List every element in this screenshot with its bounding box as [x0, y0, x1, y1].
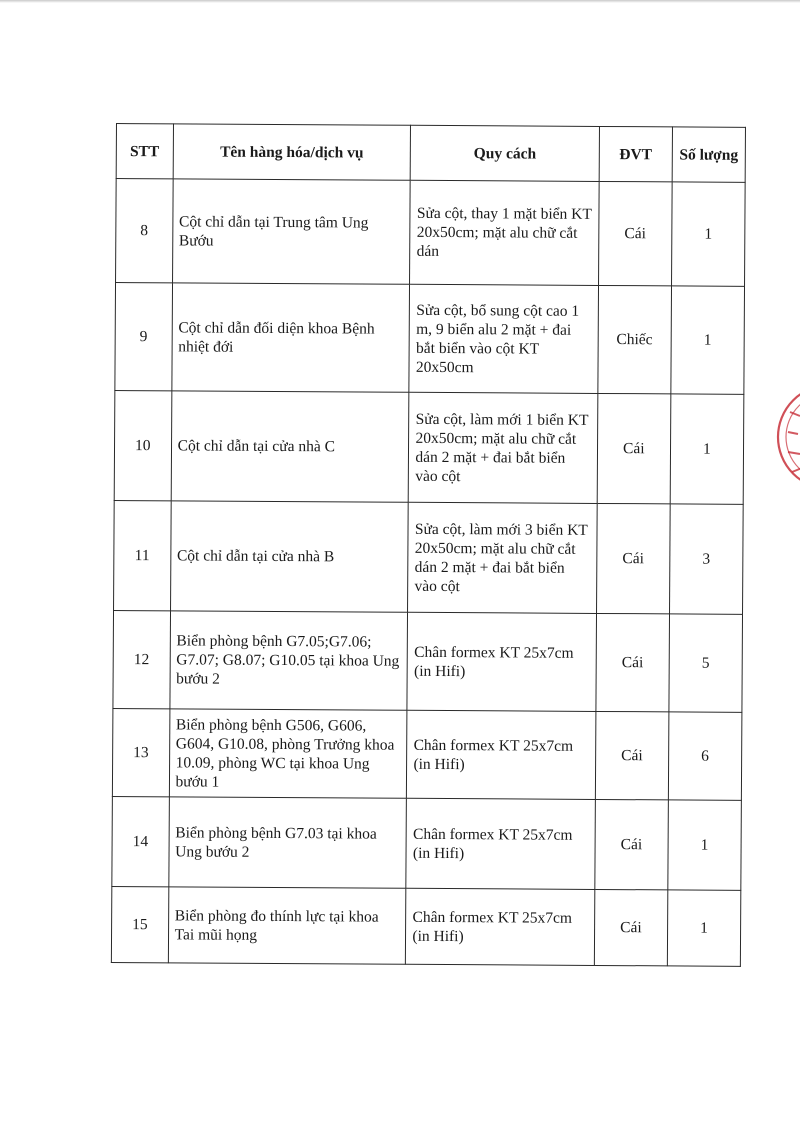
cell-stt: 12	[113, 610, 170, 708]
cell-spec: Sửa cột, làm mới 3 biển KT 20x50cm; mặt alu chữ cắt dán 2 mặt + đai bắt biển vào cột	[408, 502, 597, 613]
table-row	[116, 179, 746, 287]
table-header-row	[116, 124, 745, 183]
cell-name: Cột chỉ dẫn tại cửa nhà C	[171, 391, 409, 502]
scan-edge	[0, 0, 800, 3]
table-row	[114, 390, 744, 504]
header-name: Tên hàng hóa/dịch vụ	[173, 124, 411, 180]
cell-name: Biển phòng bệnh G506, G606, G604, G10.08, phòng Trưởng khoa 10.09, phòng WC tại khoa Ung bướu 1	[169, 709, 407, 798]
cell-qty: 3	[669, 504, 743, 614]
header-unit: ĐVT	[599, 126, 672, 181]
table-row	[115, 283, 745, 395]
cell-unit: Cái	[596, 503, 670, 613]
cell-spec: Sửa cột, thay 1 mặt biển KT 20x50cm; mặt alu chữ cắt dán	[410, 180, 599, 285]
cell-qty: 1	[670, 394, 744, 504]
cell-spec: Chân formex KT 25x7cm (in Hifi)	[407, 612, 596, 711]
cell-name: Biển phòng đo thính lực tại khoa Tai mũi họng	[168, 887, 406, 964]
partial-seal-stamp	[770, 372, 800, 502]
cell-stt: 15	[111, 886, 168, 962]
cell-spec: Chân formex KT 25x7cm (in Hifi)	[406, 888, 595, 965]
cell-unit: Cái	[595, 799, 669, 889]
cell-qty: 1	[671, 182, 745, 286]
cell-spec: Chân formex KT 25x7cm (in Hifi)	[407, 710, 596, 799]
cell-qty: 5	[669, 614, 743, 712]
cell-stt: 8	[116, 179, 173, 283]
cell-unit: Cái	[595, 711, 669, 799]
cell-unit: Cái	[596, 613, 670, 711]
cell-name: Cột chỉ dẫn tại cửa nhà B	[170, 501, 408, 612]
cell-qty: 1	[668, 800, 742, 890]
cell-stt: 13	[112, 708, 169, 796]
table-row	[114, 500, 744, 614]
cell-spec: Sửa cột, làm mới 1 biển KT 20x50cm; mặt alu chữ cắt dán 2 mặt + đai bắt biển vào cột	[409, 392, 598, 503]
cell-spec: Sửa cột, bổ sung cột cao 1 m, 9 biển alu 2 mặt + đai bắt biển vào cột KT 20x50cm	[409, 284, 598, 393]
table-row	[112, 796, 742, 890]
goods-table	[111, 123, 746, 967]
table-row	[112, 708, 742, 800]
cell-qty: 1	[671, 286, 745, 394]
cell-stt: 11	[114, 500, 171, 610]
cell-unit: Cái	[594, 889, 668, 965]
cell-stt: 14	[112, 796, 169, 886]
cell-unit: Cái	[598, 181, 672, 285]
cell-unit: Chiếc	[598, 285, 672, 393]
cell-name: Cột chỉ dẫn tại Trung tâm Ung Bướu	[172, 179, 410, 284]
cell-name: Cột chỉ dẫn đối diện khoa Bệnh nhiệt đới	[171, 283, 409, 392]
cell-qty: 6	[668, 712, 742, 800]
cell-spec: Chân formex KT 25x7cm (in Hifi)	[406, 798, 595, 889]
cell-stt: 9	[115, 283, 172, 391]
table-row	[113, 610, 743, 712]
cell-name: Biển phòng bệnh G7.05;G7.06; G7.07; G8.07; G10.05 tại khoa Ung bướu 2	[170, 611, 408, 710]
cell-qty: 1	[667, 890, 741, 966]
cell-unit: Cái	[597, 393, 671, 503]
cell-name: Biển phòng bệnh G7.03 tại khoa Ung bướu 2	[168, 797, 406, 888]
header-spec: Quy cách	[411, 125, 600, 181]
header-stt: STT	[116, 124, 173, 179]
header-qty: Số lượng	[672, 127, 745, 182]
table-row	[111, 886, 740, 966]
cell-stt: 10	[114, 390, 171, 500]
